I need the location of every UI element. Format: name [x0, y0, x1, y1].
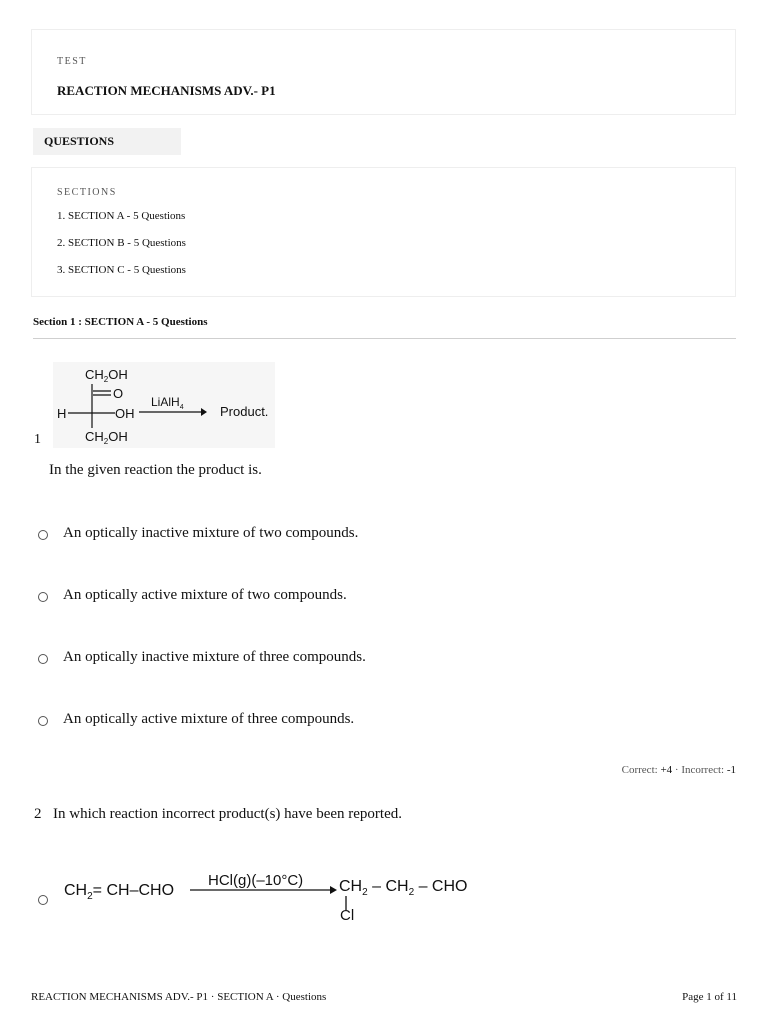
q2-question-text: In which reaction incorrect product(s) have been reported. — [53, 806, 403, 822]
svg-text:OH: OH — [115, 406, 135, 421]
section-divider — [33, 338, 736, 339]
svg-text:CH2 – CH2 – CHO: $CH_2 - CH_2$ – CHO — [339, 878, 468, 898]
section-link-b[interactable]: 2. SECTION B - 5 Questions — [57, 237, 186, 249]
test-title: REACTION MECHANISMS ADV.- P1 — [57, 83, 276, 98]
svg-text:LiAlH4: LiAlH$_4$ — [151, 395, 184, 411]
svg-text:HCl(g)(–10°C): HCl(g)(–10°C) — [208, 872, 304, 889]
footer-breadcrumb: REACTION MECHANISMS ADV.- P1 · SECTION A · Questions — [31, 991, 327, 1003]
q1-number: 1 — [34, 432, 41, 447]
q1-reaction-figure — [53, 362, 275, 448]
svg-text:CH2= CH–CHO: $CH_2= CH-CHO$ — [64, 882, 175, 902]
sections-card — [31, 167, 736, 297]
radio-button[interactable] — [38, 530, 48, 540]
test-header-card — [31, 29, 736, 115]
radio-button[interactable] — [38, 716, 48, 726]
section-link-a[interactable]: 1. SECTION A - 5 Questions — [57, 210, 186, 222]
option-text: An optically inactive mixture of two compounds. — [63, 525, 359, 541]
marks-separator: · — [674, 764, 679, 776]
option-text: An optically active mixture of three compounds. — [63, 711, 355, 727]
correct-marks: +4 — [660, 764, 673, 776]
sections-label: SECTIONS — [57, 187, 117, 198]
radio-button[interactable] — [38, 895, 48, 905]
option-text: An optically active mixture of two compounds. — [63, 587, 347, 603]
svg-text:Cl: Cl — [340, 907, 355, 924]
q2-option-a-reaction-figure — [60, 866, 492, 928]
svg-text:O: O — [113, 386, 124, 401]
tab-questions[interactable]: QUESTIONS — [33, 128, 181, 155]
svg-text:CH2OH: $CH_2OH$ — [85, 367, 128, 384]
q2-number: 2 — [34, 806, 42, 822]
option-text: An optically inactive mixture of three compounds. — [63, 649, 366, 665]
radio-button[interactable] — [38, 654, 48, 664]
q1-marking-scheme — [622, 764, 736, 776]
svg-text:H: H — [57, 406, 67, 421]
correct-label: Correct: — [621, 764, 658, 776]
section-heading: Section 1 : SECTION A - 5 Questions — [33, 316, 208, 328]
radio-button[interactable] — [38, 592, 48, 602]
q1-question-text: In the given reaction the product is. — [49, 462, 262, 478]
page-number: Page 1 of 11 — [682, 991, 737, 1003]
svg-text:CH2OH: $CH_2OH$ — [85, 429, 128, 446]
test-label: TEST — [57, 56, 87, 67]
incorrect-label: Incorrect: — [681, 764, 725, 776]
incorrect-marks: -1 — [726, 764, 736, 776]
svg-text:Product.: Product. — [220, 404, 269, 419]
section-link-c[interactable]: 3. SECTION C - 5 Questions — [57, 264, 186, 276]
